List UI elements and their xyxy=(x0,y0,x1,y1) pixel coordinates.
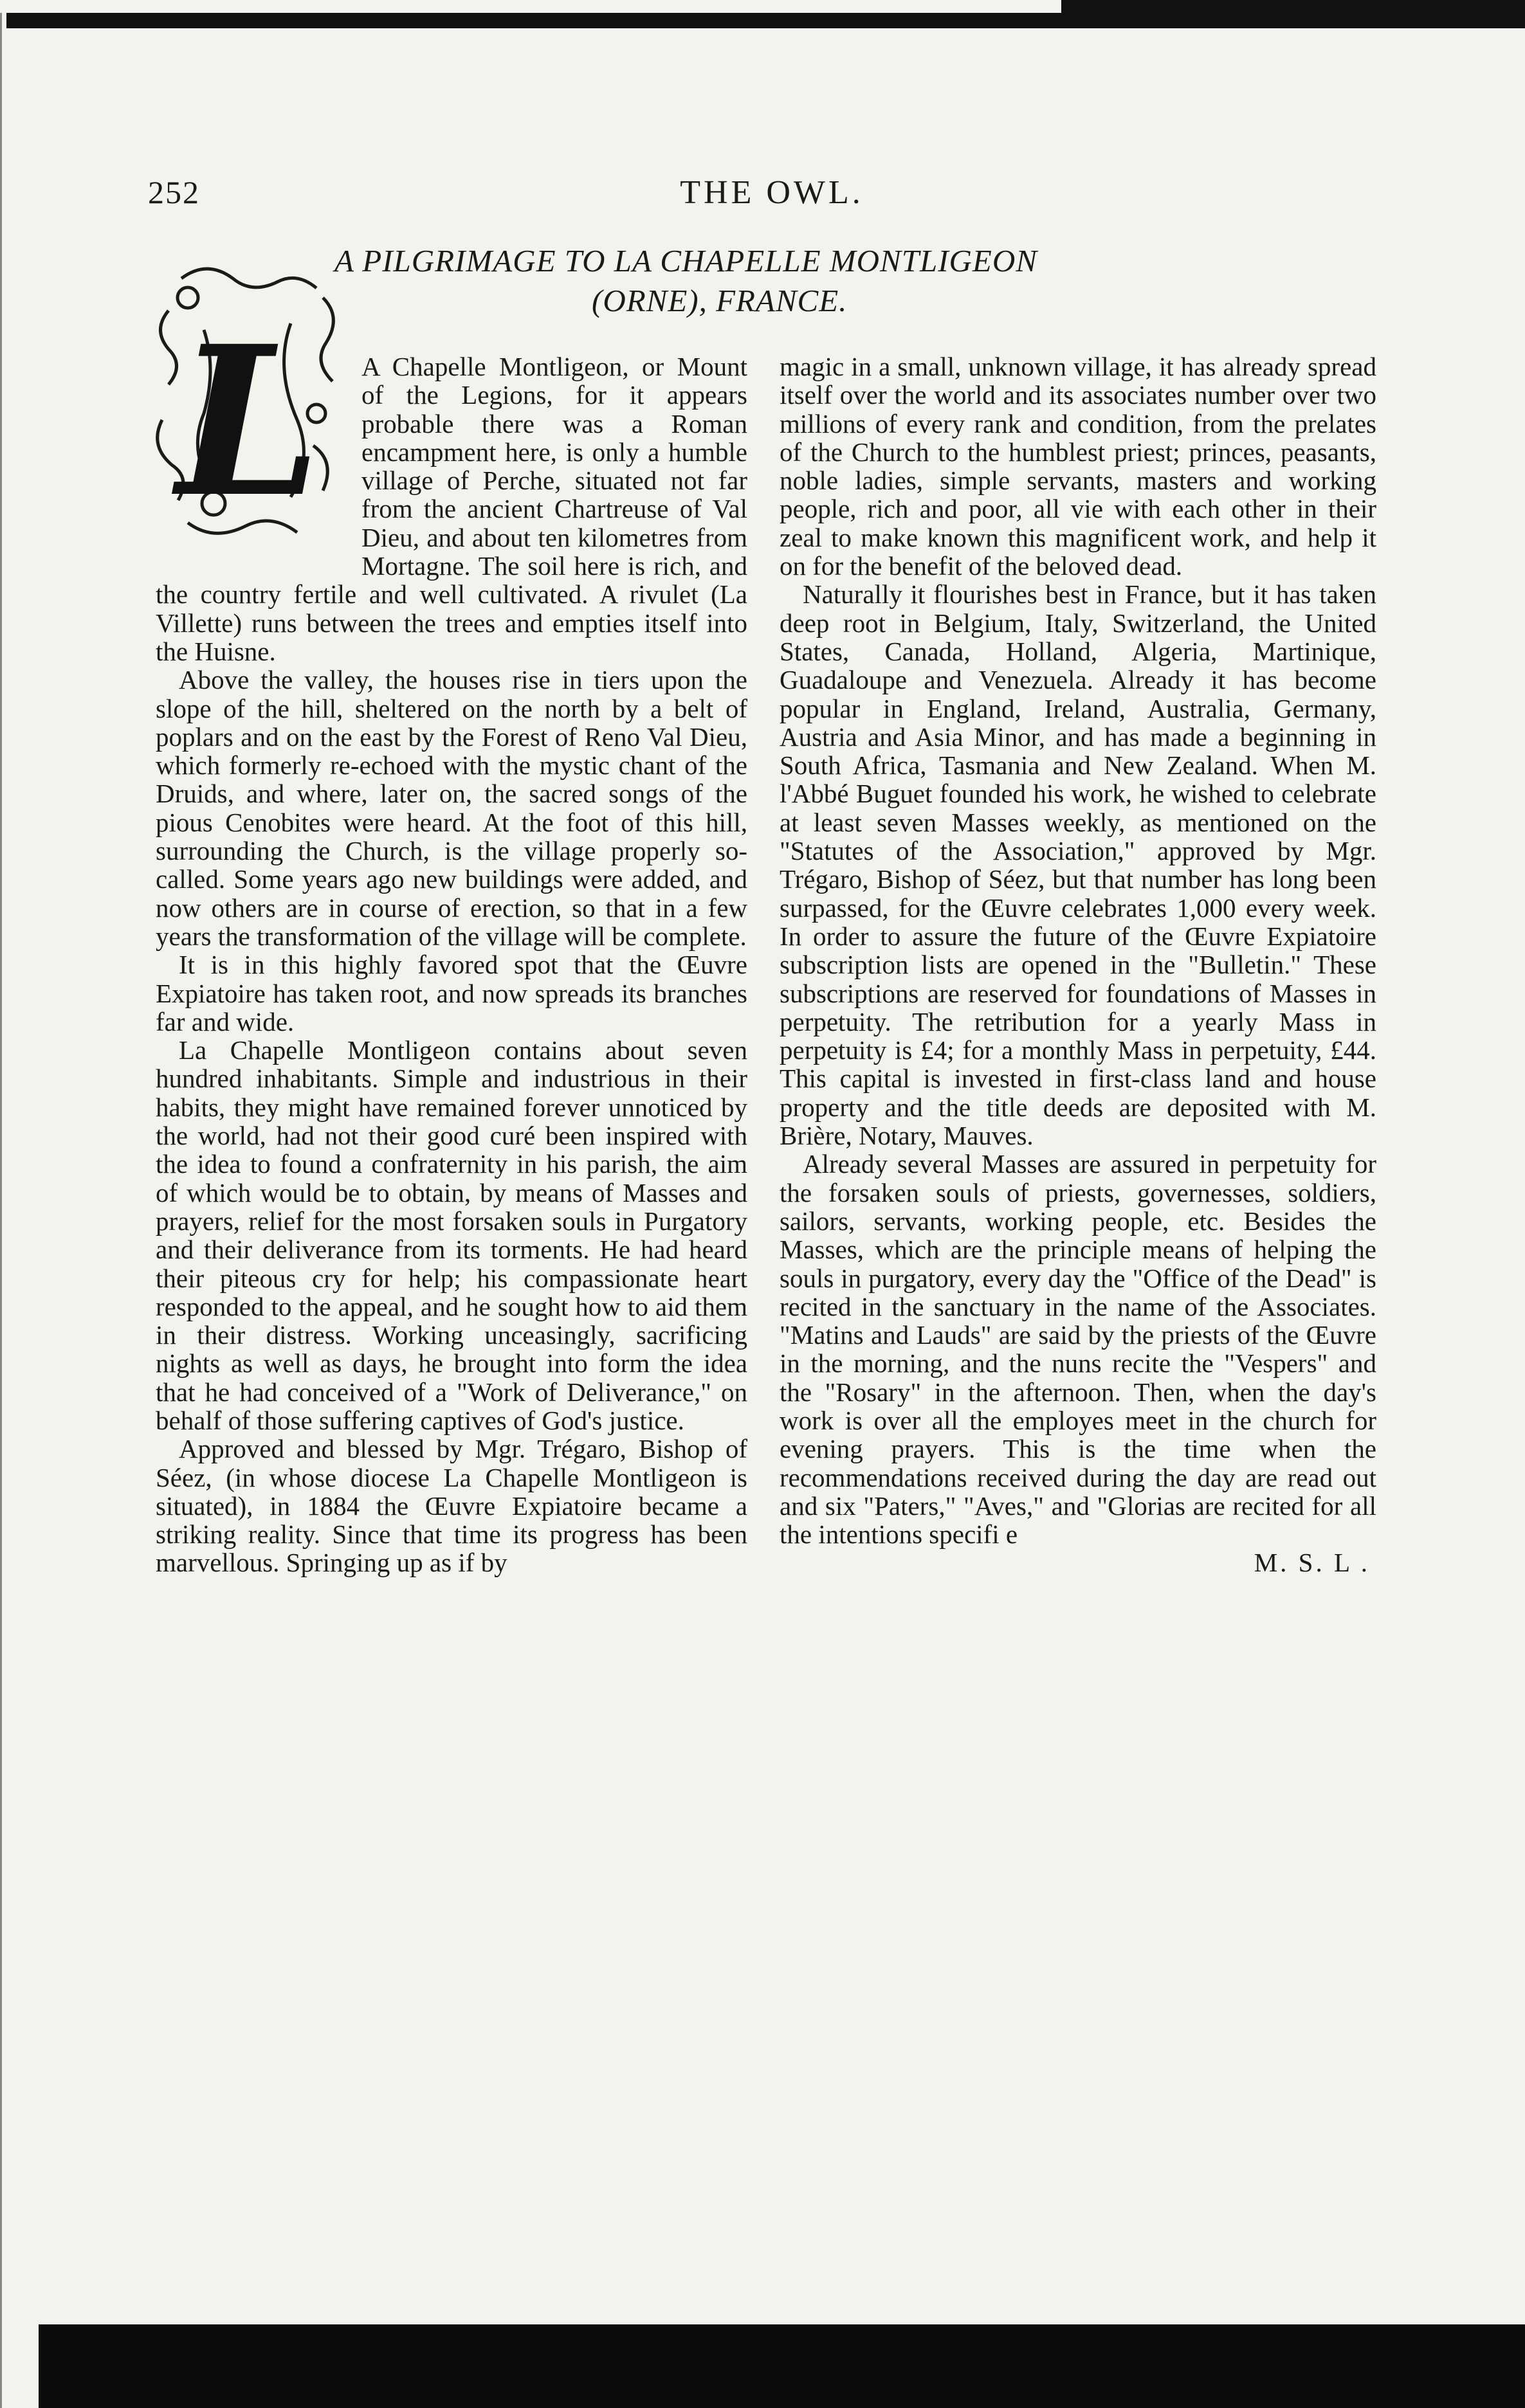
left-column xyxy=(156,302,747,1578)
top-border-gap xyxy=(0,0,1061,13)
author-signature: M. S. L . xyxy=(1254,1548,1370,1578)
paragraph: Approved and blessed by Mgr. Trégaro, Bishop of Séez, (in whose diocese La Chapelle Montligeon is situated), in 1884 the Œuvre Expiatoire became a striking reality. Since that time its progress has been marvellous. Springing up as if by xyxy=(156,1434,747,1578)
paragraph: La Chapelle Montligeon contains about seven hundred inhabitants. Simple and industrious in their habits, they might have remained forever unnoticed by the world, had not their good curé been inspired with the idea to found a confraternity in his parish, the aim of which would be to obtain, by means of Masses and prayers, relief for the most forsaken souls in Purgatory and their deliverance from its torments. He had heard their piteous cry for help; his compassionate heart responded to the appeal, and he sought how to aid them in their distress. Working unceasingly, sacrificing nights as well as days, he brought into form the idea that he had conceived of a "Work of Deliverance," on behalf of those suffering captives of God's justice. xyxy=(156,1035,747,1435)
paragraph: Above the valley, the houses rise in tiers upon the slope of the hill, sheltered on the north by a belt of poplars and on the east by the Forest of Reno Val Dieu, which formerly re-echoed with the mystic chant of the Druids, and where, later on, the sacred songs of the pious Cenobites were heard. At the foot of this hill, surrounding the Church, is the village properly so-called. Some years ago new buildings were added, and now others are in course of erection, so that in a few years the transformation of the village will be complete. xyxy=(156,665,747,951)
title-line-2: (ORNE), FRANCE. xyxy=(592,283,848,318)
paragraph: A Chapelle Montligeon, or Mount of the Legions, for it appears probable there was a Roman encampment here, is only a humble village of Perche, situated not far from the ancient Chartreuse of Val Dieu, and about ten kilometres from Mortagne. The soil here is rich, and the country fertile and well cultivated. A rivulet (La Villette) runs between the trees and empties itself into the Huisne. xyxy=(156,352,747,666)
right-column xyxy=(780,352,1376,1577)
running-title: THE OWL. xyxy=(680,174,864,211)
title-line-1: A PILGRIMAGE TO LA CHAPELLE MONTLIGEON xyxy=(334,243,1037,278)
paragraph: Already several Masses are assured in perpetuity for the forsaken souls of priests, governesses, soldiers, sailors, servants, working people, etc. Besides the Masses, which are the principle means of helping the souls in purgatory, every day the "Office of the Dead" is recited in the sanctuary in the name of the Associates. "Matins and Lauds" are said by the priests of the Œuvre in the morning, and the nuns recite the "Vespers" and the "Rosary" in the afternoon. Then, when the day's work is over all the employes meet in the church for evening prayers. This is the time when the recommendations received during the day are read out and six "Paters," "Aves," and "Glorias are recited for all the intentions specifi e xyxy=(780,1149,1376,1550)
article-title xyxy=(334,241,1319,321)
bottom-border-gap xyxy=(39,2308,1525,2324)
ornamental-dropcap-icon xyxy=(143,253,355,568)
dropcap-letter: L xyxy=(176,302,322,543)
paragraph: It is in this highly favored spot that the Œuvre Expiatoire has taken root, and now spreads its branches far and wide. xyxy=(156,950,747,1037)
page-header xyxy=(148,174,1396,219)
page-number: 252 xyxy=(148,174,200,210)
paragraph: Naturally it flourishes best in France, but it has taken deep root in Belgium, Italy, Switzerland, the United States, Canada, Holland, Algeria, Martinique, Guadaloupe and Venezuela. Already it has become popular in England, Ireland, Australia, Germany, Austria and Asia Minor, and has made a beginning in South Africa, Tasmania and New Zealand. When M. l'Abbé Buguet founded his work, he wished to celebrate at least seven Masses weekly, as mentioned on the "Statutes of the Association," approved by Mgr. Trégaro, Bishop of Séez, but that number has long been surpassed, for the Œuvre celebrates 1,000 every week. In order to assure the future of the Œuvre Expiatoire subscription lists are opened in the "Bulletin." These subscriptions are reserved for foundations of Masses in perpetuity. The retribution for a yearly Mass in perpetuity is £4; for a monthly Mass in perpetuity, £44. This capital is invested in first-class land and house property and the title deeds are deposited with M. Brière, Notary, Mauves. xyxy=(780,579,1376,1151)
paragraph: magic in a small, unknown village, it has already spread itself over the world and its associates number over two millions of every rank and condition, from the prelates of the Church to the humblest priest; princes, peasants, noble ladies, simple servants, masters and working people, rich and poor, all vie with each other in their zeal to make known this magnificent work, and help it on for the benefit of the beloved dead. xyxy=(780,352,1376,581)
left-page-edge xyxy=(0,13,15,2408)
